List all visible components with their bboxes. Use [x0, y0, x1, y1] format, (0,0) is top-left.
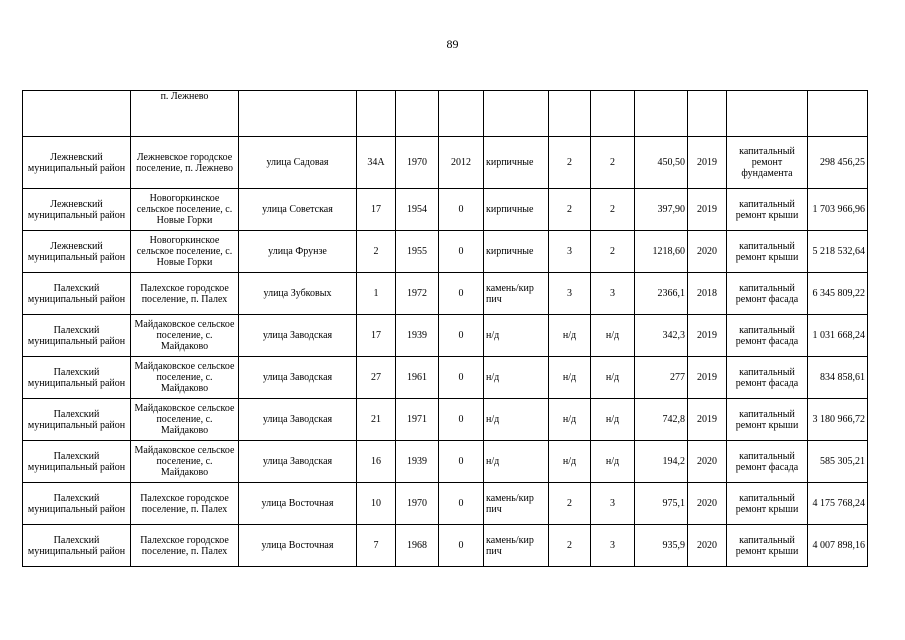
cell-year-built: 1954 — [396, 189, 439, 231]
cell-entrances: 3 — [591, 483, 635, 525]
cell-street: улица Заводская — [239, 315, 357, 357]
cell-settlement: Майдаковское сельское поселение, с. Майдаково — [131, 441, 239, 483]
cell-entrances: 2 — [591, 137, 635, 189]
cell-entrances — [591, 91, 635, 137]
cell-district: Палехский муниципальный район — [23, 273, 131, 315]
cell-year-built: 1972 — [396, 273, 439, 315]
cell-settlement: Новогоркинское сельское поселение, с. Новые Горки — [131, 189, 239, 231]
cell-plan-year: 2018 — [688, 273, 727, 315]
housing-repair-table — [22, 90, 868, 567]
cell-house: 27 — [357, 357, 396, 399]
cell-wall-material — [484, 91, 549, 137]
cell-entrances: н/д — [591, 357, 635, 399]
cell-area: 2366,1 — [635, 273, 688, 315]
cell-district: Палехский муниципальный район — [23, 357, 131, 399]
cell-house: 17 — [357, 315, 396, 357]
cell-entrances: н/д — [591, 441, 635, 483]
cell-cost: 1 703 966,96 — [808, 189, 868, 231]
cell-cost: 6 345 809,22 — [808, 273, 868, 315]
cell-district: Лежневский муниципальный район — [23, 137, 131, 189]
cell-house: 1 — [357, 273, 396, 315]
cell-entrances: н/д — [591, 315, 635, 357]
cell-district — [23, 91, 131, 137]
cell-street: улица Восточная — [239, 483, 357, 525]
cell-plan-year: 2020 — [688, 525, 727, 567]
cell-plan-year: 2019 — [688, 189, 727, 231]
cell-year-repair: 0 — [439, 441, 484, 483]
cell-year-repair: 0 — [439, 273, 484, 315]
cell-house: 21 — [357, 399, 396, 441]
table-row — [23, 91, 868, 137]
cell-area: 342,3 — [635, 315, 688, 357]
cell-settlement: Майдаковское сельское поселение, с. Майдаково — [131, 315, 239, 357]
cell-floors — [549, 91, 591, 137]
cell-year-built: 1939 — [396, 315, 439, 357]
cell-year-built — [396, 91, 439, 137]
cell-street: улица Восточная — [239, 525, 357, 567]
cell-work-type: капитальный ремонт крыши — [727, 483, 808, 525]
cell-street: улица Фрунзе — [239, 231, 357, 273]
cell-year-built: 1968 — [396, 525, 439, 567]
cell-house: 34А — [357, 137, 396, 189]
cell-wall-material: кирпичные — [484, 137, 549, 189]
cell-plan-year: 2020 — [688, 483, 727, 525]
cell-settlement: Палехское городское поселение, п. Палех — [131, 525, 239, 567]
cell-work-type: капитальный ремонт крыши — [727, 399, 808, 441]
cell-floors: н/д — [549, 441, 591, 483]
cell-street: улица Заводская — [239, 357, 357, 399]
cell-area: 450,50 — [635, 137, 688, 189]
cell-district: Палехский муниципальный район — [23, 441, 131, 483]
cell-district: Палехский муниципальный район — [23, 315, 131, 357]
cell-house: 10 — [357, 483, 396, 525]
cell-work-type — [727, 91, 808, 137]
cell-work-type: капитальный ремонт фундамента — [727, 137, 808, 189]
cell-year-repair: 0 — [439, 315, 484, 357]
cell-district: Лежневский муниципальный район — [23, 231, 131, 273]
cell-settlement: Майдаковское сельское поселение, с. Майдаково — [131, 399, 239, 441]
cell-floors: 2 — [549, 189, 591, 231]
cell-floors: 2 — [549, 525, 591, 567]
cell-year-built: 1955 — [396, 231, 439, 273]
cell-work-type: капитальный ремонт фасада — [727, 357, 808, 399]
cell-plan-year: 2020 — [688, 441, 727, 483]
cell-year-repair: 0 — [439, 399, 484, 441]
cell-cost: 4 007 898,16 — [808, 525, 868, 567]
cell-plan-year: 2019 — [688, 137, 727, 189]
cell-settlement: Лежневское городское поселение, п. Лежнево — [131, 137, 239, 189]
cell-cost: 4 175 768,24 — [808, 483, 868, 525]
cell-street — [239, 91, 357, 137]
cell-year-built: 1971 — [396, 399, 439, 441]
cell-plan-year: 2019 — [688, 357, 727, 399]
cell-plan-year — [688, 91, 727, 137]
cell-house: 16 — [357, 441, 396, 483]
cell-house: 17 — [357, 189, 396, 231]
cell-cost: 3 180 966,72 — [808, 399, 868, 441]
cell-street: улица Зубковых — [239, 273, 357, 315]
cell-settlement: Новогоркинское сельское поселение, с. Новые Горки — [131, 231, 239, 273]
cell-house: 7 — [357, 525, 396, 567]
cell-year-built: 1970 — [396, 137, 439, 189]
cell-floors: н/д — [549, 399, 591, 441]
cell-year-built: 1961 — [396, 357, 439, 399]
cell-settlement: Майдаковское сельское поселение, с. Майдаково — [131, 357, 239, 399]
cell-entrances: 2 — [591, 189, 635, 231]
table-row — [23, 315, 868, 357]
cell-floors: н/д — [549, 357, 591, 399]
cell-district: Палехский муниципальный район — [23, 525, 131, 567]
table-body — [23, 91, 868, 567]
cell-year-built: 1939 — [396, 441, 439, 483]
cell-entrances: 3 — [591, 273, 635, 315]
table-row — [23, 441, 868, 483]
cell-work-type: капитальный ремонт фасада — [727, 315, 808, 357]
cell-settlement: п. Лежнево — [131, 91, 239, 137]
cell-entrances: 2 — [591, 231, 635, 273]
page-number: 89 — [446, 37, 459, 51]
table-row — [23, 525, 868, 567]
cell-floors: н/д — [549, 315, 591, 357]
table-row — [23, 231, 868, 273]
cell-area: 1218,60 — [635, 231, 688, 273]
cell-area: 194,2 — [635, 441, 688, 483]
cell-cost: 298 456,25 — [808, 137, 868, 189]
cell-floors: 3 — [549, 231, 591, 273]
cell-year-repair: 0 — [439, 357, 484, 399]
cell-wall-material: н/д — [484, 357, 549, 399]
cell-wall-material: кирпичные — [484, 189, 549, 231]
cell-street: улица Советская — [239, 189, 357, 231]
cell-cost: 1 031 668,24 — [808, 315, 868, 357]
table-row — [23, 189, 868, 231]
cell-work-type: капитальный ремонт крыши — [727, 231, 808, 273]
cell-settlement: Палехское городское поселение, п. Палех — [131, 273, 239, 315]
cell-floors: 2 — [549, 137, 591, 189]
cell-cost: 585 305,21 — [808, 441, 868, 483]
cell-wall-material: н/д — [484, 315, 549, 357]
cell-floors: 2 — [549, 483, 591, 525]
cell-wall-material: камень/кир пич — [484, 483, 549, 525]
cell-year-built: 1970 — [396, 483, 439, 525]
cell-year-repair: 0 — [439, 189, 484, 231]
table-row — [23, 483, 868, 525]
cell-plan-year: 2020 — [688, 231, 727, 273]
cell-wall-material: кирпичные — [484, 231, 549, 273]
cell-plan-year: 2019 — [688, 399, 727, 441]
cell-settlement: Палехское городское поселение, п. Палех — [131, 483, 239, 525]
cell-work-type: капитальный ремонт крыши — [727, 189, 808, 231]
cell-area: 277 — [635, 357, 688, 399]
cell-area: 975,1 — [635, 483, 688, 525]
cell-year-repair — [439, 91, 484, 137]
cell-wall-material: камень/кир пич — [484, 525, 549, 567]
cell-area: 397,90 — [635, 189, 688, 231]
cell-house — [357, 91, 396, 137]
cell-district: Лежневский муниципальный район — [23, 189, 131, 231]
cell-work-type: капитальный ремонт крыши — [727, 525, 808, 567]
cell-wall-material: камень/кир пич — [484, 273, 549, 315]
cell-street: улица Заводская — [239, 399, 357, 441]
table-row — [23, 357, 868, 399]
cell-area — [635, 91, 688, 137]
cell-area: 742,8 — [635, 399, 688, 441]
cell-district: Палехский муниципальный район — [23, 483, 131, 525]
cell-district: Палехский муниципальный район — [23, 399, 131, 441]
cell-work-type: капитальный ремонт фасада — [727, 273, 808, 315]
cell-entrances: н/д — [591, 399, 635, 441]
table-row — [23, 399, 868, 441]
cell-wall-material: н/д — [484, 399, 549, 441]
cell-entrances: 3 — [591, 525, 635, 567]
cell-area: 935,9 — [635, 525, 688, 567]
cell-cost: 5 218 532,64 — [808, 231, 868, 273]
cell-year-repair: 0 — [439, 483, 484, 525]
cell-plan-year: 2019 — [688, 315, 727, 357]
cell-work-type: капитальный ремонт фасада — [727, 441, 808, 483]
cell-cost — [808, 91, 868, 137]
cell-street: улица Садовая — [239, 137, 357, 189]
cell-house: 2 — [357, 231, 396, 273]
cell-year-repair: 0 — [439, 231, 484, 273]
cell-wall-material: н/д — [484, 441, 549, 483]
cell-cost: 834 858,61 — [808, 357, 868, 399]
cell-street: улица Заводская — [239, 441, 357, 483]
cell-year-repair: 2012 — [439, 137, 484, 189]
table-row — [23, 137, 868, 189]
cell-floors: 3 — [549, 273, 591, 315]
cell-year-repair: 0 — [439, 525, 484, 567]
table-row — [23, 273, 868, 315]
